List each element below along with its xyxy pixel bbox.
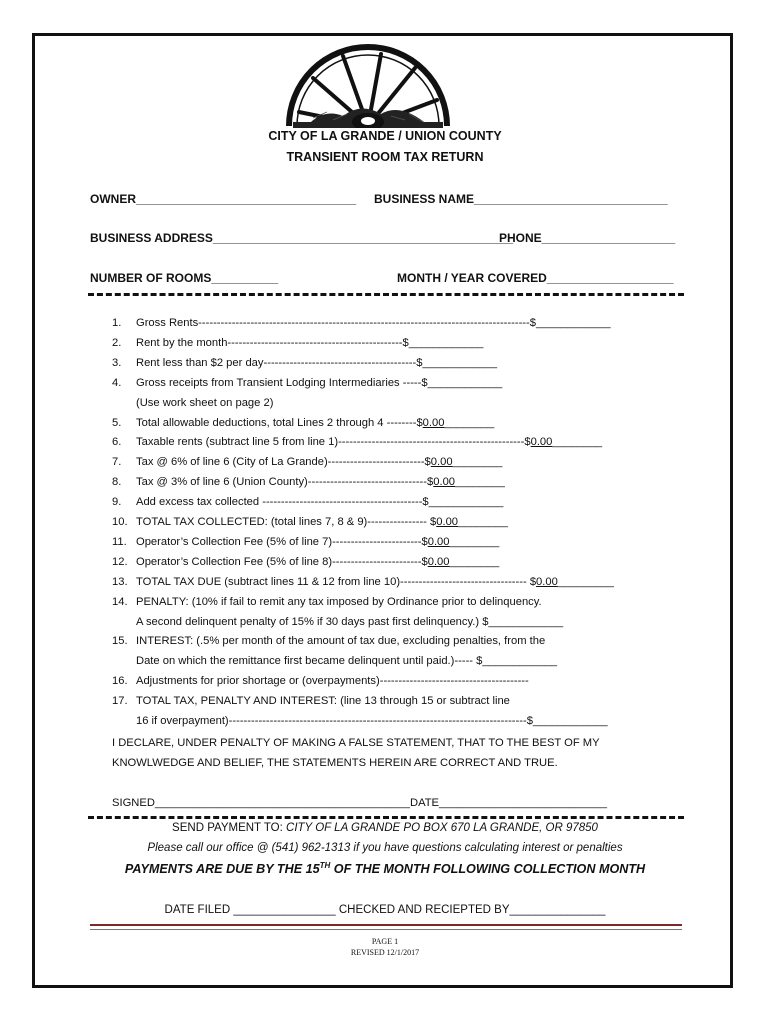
- line-number: 5.: [112, 416, 122, 429]
- line-text: INTEREST: (.5% per month of the amount of tax due, excluding penalties, from the: [136, 635, 546, 648]
- tax-line: [112, 456, 502, 468]
- tax-line: [112, 536, 499, 548]
- tax-line: [136, 715, 608, 727]
- line-blank: ________: [449, 555, 500, 568]
- line-blank: ________: [452, 456, 503, 469]
- form-subtitle: TRANSIENT ROOM TAX RETURN: [286, 150, 484, 164]
- line-amount[interactable]: 0.00: [422, 416, 445, 429]
- line-number: 13.: [112, 575, 128, 588]
- date-filed-field[interactable]: DATE FILED ________________ CHECKED AND RECIEPTED BY_______________: [164, 904, 606, 916]
- business-name-field[interactable]: BUSINESS NAME_____________________________: [374, 192, 668, 206]
- line-text: TOTAL TAX DUE (subtract lines 11 & 12 from line 10)---------------------------------- $: [136, 575, 537, 588]
- line-text: Date on which the remittance first became delinquent until paid.)----- $____________: [136, 655, 558, 668]
- line-text: TOTAL TAX COLLECTED: (total lines 7, 8 & 9)---------------- $: [136, 516, 437, 528]
- line-text: Operator’s Collection Fee (5% of line 8)------------------------$: [136, 555, 428, 568]
- tax-line: [112, 377, 502, 389]
- line-text: Gross receipts from Transient Lodging Intermediaries -----$____________: [136, 376, 503, 389]
- line-text: 16 if overpayment)--------------------------------------------------------------------------------$____________: [136, 715, 608, 727]
- month-year-field[interactable]: MONTH / YEAR COVERED___________________: [397, 271, 674, 285]
- line-number: 17.: [112, 695, 128, 708]
- tax-line: [112, 337, 483, 349]
- owner-field[interactable]: OWNER_________________________________: [90, 192, 357, 206]
- tax-line: [112, 635, 545, 647]
- tax-line: [112, 496, 503, 508]
- due-text-1: PAYMENTS ARE DUE BY THE 15: [124, 862, 320, 877]
- line-number: 14.: [112, 595, 128, 608]
- declaration-line-1: I DECLARE, UNDER PENALTY OF MAKING A FALSE STATEMENT, THAT TO THE BEST OF MY: [112, 737, 600, 749]
- line-text: Tax @ 3% of line 6 (Union County)--------------------------------$: [136, 476, 434, 489]
- footer-rule: [90, 924, 682, 926]
- line-text: Gross Rents-----------------------------------------------------------------------------------------$____________: [136, 317, 611, 329]
- line-number: 11.: [112, 535, 127, 548]
- line-number: 15.: [112, 635, 128, 648]
- line-amount[interactable]: 0.00: [530, 436, 553, 449]
- line-amount[interactable]: 0.00: [427, 535, 450, 548]
- due-superscript: TH: [319, 861, 331, 870]
- tax-line: [112, 695, 510, 707]
- line-text: Operator’s Collection Fee (5% of line 7)------------------------$: [136, 535, 428, 548]
- page-number: PAGE 1: [371, 937, 399, 946]
- line-blank: ________: [458, 516, 508, 528]
- tax-line: [136, 397, 273, 409]
- phone-field[interactable]: PHONE____________________: [499, 231, 676, 245]
- line-number: 6.: [112, 436, 122, 449]
- tax-line: [112, 596, 542, 608]
- tax-line: [112, 357, 497, 369]
- tax-line: [112, 317, 611, 329]
- wagon-wheel-logo: [283, 42, 453, 128]
- revised-date: REVISED 12/1/2017: [350, 948, 420, 957]
- line-number: 7.: [112, 456, 122, 469]
- line-text: Rent less than $2 per day-----------------------------------------$____________: [136, 356, 498, 369]
- tax-line: [112, 675, 529, 687]
- line-number: 8.: [112, 476, 122, 489]
- line-number: 9.: [112, 496, 122, 509]
- send-payment-line: [0, 822, 770, 834]
- line-number: 4.: [112, 376, 122, 389]
- tax-line: [112, 476, 505, 488]
- line-amount[interactable]: 0.00: [536, 575, 558, 588]
- line-text: (Use work sheet on page 2): [136, 396, 274, 409]
- declaration-line-2: KNOWLWEDGE AND BELIEF, THE STATEMENTS HEREIN ARE CORRECT AND TRUE.: [112, 757, 558, 769]
- line-blank: ________: [455, 476, 505, 489]
- line-text: Tax @ 6% of line 6 (City of La Grande)--------------------------$: [136, 456, 431, 469]
- divider: [88, 293, 684, 296]
- line-text: PENALTY: (10% if fail to remit any tax imposed by Ordinance prior to delinquency.: [136, 595, 542, 608]
- business-address-field[interactable]: BUSINESS ADDRESS_____________________________________________: [90, 231, 514, 245]
- divider: [88, 816, 684, 819]
- tax-line: [112, 516, 508, 528]
- footer-rule-thin: [90, 929, 682, 930]
- line-number: 10.: [112, 516, 128, 528]
- line-blank: ________: [444, 416, 495, 429]
- call-office-note: Please call our office @ (541) 962-1313 if you have questions calculating interest or penalties: [147, 842, 623, 854]
- line-text: Rent by the month-----------------------------------------------$____________: [136, 336, 484, 349]
- line-text: Add excess tax collected -------------------------------------------$____________: [136, 496, 504, 509]
- line-blank: ________: [449, 535, 500, 548]
- tax-line: [136, 655, 557, 667]
- line-amount[interactable]: 0.00: [430, 456, 453, 469]
- line-blank: _________: [557, 575, 614, 588]
- line-text: Total allowable deductions, total Lines 2 through 4 --------$: [136, 416, 423, 429]
- line-amount[interactable]: 0.00: [427, 555, 450, 568]
- form-title: CITY OF LA GRANDE / UNION COUNTY: [268, 129, 502, 143]
- tax-line: [136, 616, 563, 628]
- line-number: 12.: [112, 555, 128, 568]
- due-text-2: OF THE MONTH FOLLOWING COLLECTION MONTH: [330, 862, 646, 877]
- line-number: 2.: [112, 336, 122, 349]
- line-amount[interactable]: 0.00: [433, 476, 456, 489]
- tax-line: [112, 417, 494, 429]
- line-blank: ________: [552, 436, 603, 449]
- tax-line: [112, 556, 499, 568]
- line-text: A second delinquent penalty of 15% if 30 days past first delinquency.) $____________: [136, 615, 564, 628]
- line-text: Adjustments for prior shortage or (overpayments)----------------------------------------: [136, 675, 529, 688]
- line-number: 3.: [112, 356, 122, 369]
- line-amount[interactable]: 0.00: [436, 516, 459, 528]
- send-payment-label: SEND PAYMENT TO:: [172, 822, 283, 834]
- line-text: TOTAL TAX, PENALTY AND INTEREST: (line 13 through 15 or subtract line: [136, 695, 510, 708]
- number-of-rooms-field[interactable]: NUMBER OF ROOMS__________: [90, 271, 279, 285]
- line-text: Taxable rents (subtract line 5 from line 1)--------------------------------------------------$: [136, 436, 531, 449]
- line-number: 16.: [112, 675, 128, 688]
- tax-line: [112, 436, 602, 448]
- payment-due-note: [0, 861, 770, 876]
- signed-date-field[interactable]: SIGNED_________________________________________DATE___________________________: [112, 797, 607, 809]
- line-number: 1.: [112, 317, 122, 329]
- tax-line: [112, 576, 614, 588]
- send-payment-address: CITY OF LA GRANDE PO BOX 670 LA GRANDE, OR 97850: [286, 822, 598, 834]
